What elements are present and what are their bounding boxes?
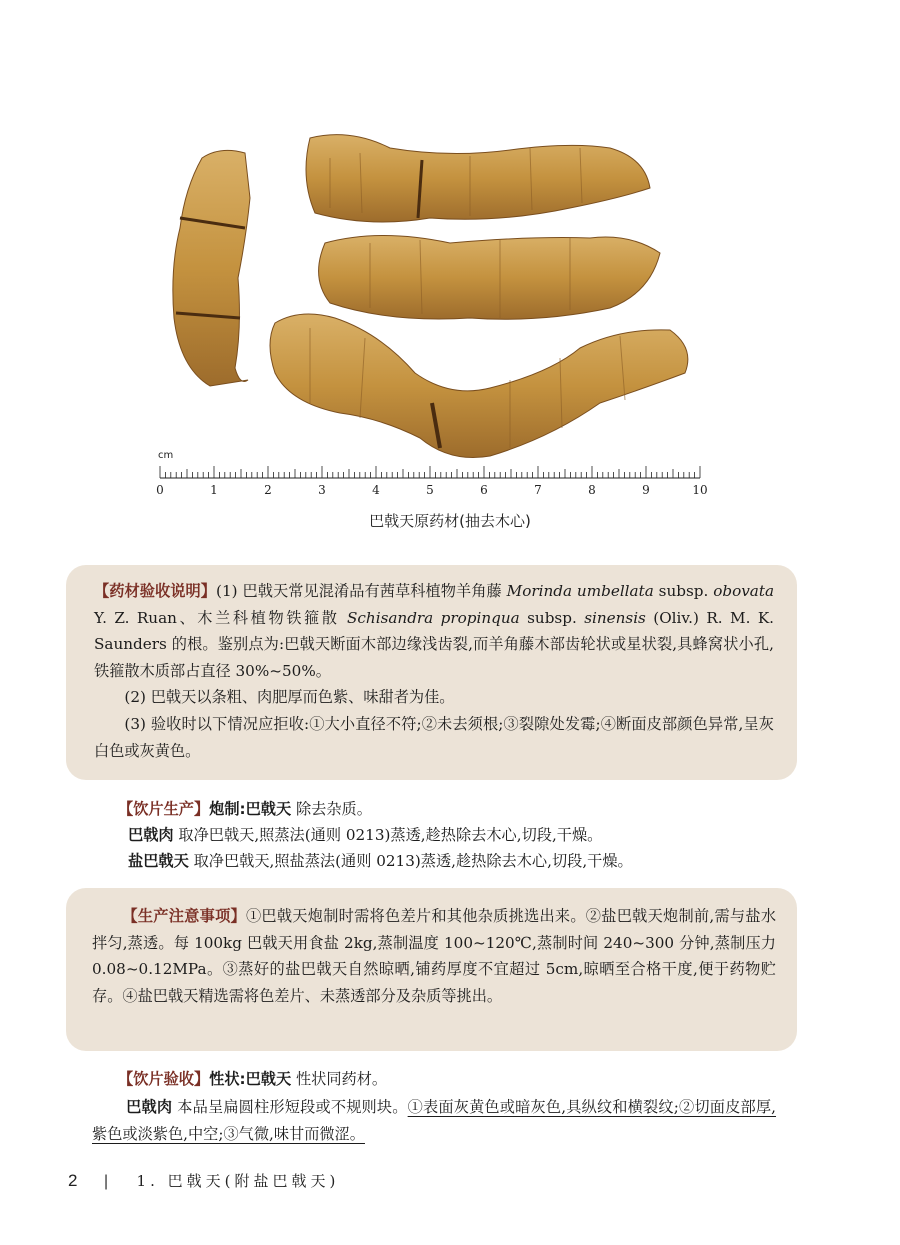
notes-heading: 【生产注意事项】 xyxy=(122,907,246,925)
ruler-tick-label: 4 xyxy=(372,483,380,497)
ruler-tick-label: 1 xyxy=(210,483,218,497)
scale-ruler xyxy=(150,448,720,508)
footer-separator: | xyxy=(103,1172,113,1190)
root-piece xyxy=(270,314,688,458)
page-footer xyxy=(68,1170,339,1191)
herb-photo xyxy=(150,118,710,473)
acceptance-para-3: (3) 验收时以下情况应拒收:①大小直径不符;②未去须根;③裂隙处发霉;④断面皮部颜色异常,呈灰白色或灰黄色。 xyxy=(94,715,774,760)
production-line-1: 【饮片生产】炮制:巴戟天 除去杂质。 xyxy=(118,800,372,818)
ruler-tick-label: 9 xyxy=(642,483,650,497)
ruler-tick-label: 5 xyxy=(426,483,434,497)
ruler-tick-label: 8 xyxy=(588,483,596,497)
inspection-line-1: 【饮片验收】性状:巴戟天 性状同药材。 xyxy=(118,1070,388,1088)
ruler-tick-label: 6 xyxy=(480,483,488,497)
ruler-tick-label: 10 xyxy=(692,483,708,497)
inspection-heading: 【饮片验收】 xyxy=(118,1070,210,1088)
ruler-tick-label: 3 xyxy=(318,483,326,497)
ruler-unit: cm xyxy=(158,450,174,461)
root-piece xyxy=(306,135,650,222)
root-piece xyxy=(173,150,250,386)
ruler-tick-label: 0 xyxy=(156,483,164,497)
production-line-3: 盐巴戟天 取净巴戟天,照盐蒸法(通则 0213)蒸透,趁热除去木心,切段,干燥。 xyxy=(128,852,633,870)
ruler-tick-label: 7 xyxy=(534,483,542,497)
inspection-para-2: 巴戟肉 本品呈扁圆柱形短段或不规则块。①表面灰黄色或暗灰色,具纵纹和横裂纹;②切面皮部厚,紫色或淡紫色,中空;③气微,味甘而微涩。 xyxy=(92,1098,777,1143)
production-line-2: 巴戟肉 取净巴戟天,照蒸法(通则 0213)蒸透,趁热除去木心,切段,干燥。 xyxy=(128,826,603,844)
figure-caption: 巴戟天原药材(抽去木心) xyxy=(369,512,531,530)
acceptance-heading: 【药材验收说明】 xyxy=(94,582,217,600)
chapter-title: 1. 巴戟天(附盐巴戟天) xyxy=(136,1172,340,1190)
production-heading: 【饮片生产】 xyxy=(118,800,210,818)
ruler-tick-label: 2 xyxy=(264,483,272,497)
notes-para: 【生产注意事项】①巴戟天炮制时需将色差片和其他杂质挑选出来。②盐巴戟天炮制前,需与盐水拌匀,蒸透。每 100kg 巴戟天用食盐 2kg,蒸制温度 100~120℃,蒸制时间 240~300 分钟,蒸制压力 0.08~0.12MPa。③蒸好的盐巴戟天自然晾晒,铺药厚度不宜超过 5cm,晾晒至合格干度,便于药物贮存。④盐巴戟天精选需将色差片、未蒸透部分及杂质等挑出。 xyxy=(92,907,777,1005)
page-number: 2 xyxy=(68,1171,78,1190)
acceptance-para-1: 【药材验收说明】(1) 巴戟天常见混淆品有茜草科植物羊角藤 Morinda umbellata subsp. obovata Y. Z. Ruan、木兰科植物铁箍散 Schisandra propinqua subsp. sinensis (Oliv.) R. M. K. Saunders 的根。鉴别点为:巴戟天断面木部边缘浅齿裂,而羊角藤木部齿轮状或星状裂,具蜂窝状小孔,铁箍散木质部占直径 30%~50%。 xyxy=(94,582,775,680)
acceptance-para-2: (2) 巴戟天以条粗、肉肥厚而色紫、味甜者为佳。 xyxy=(124,688,455,706)
